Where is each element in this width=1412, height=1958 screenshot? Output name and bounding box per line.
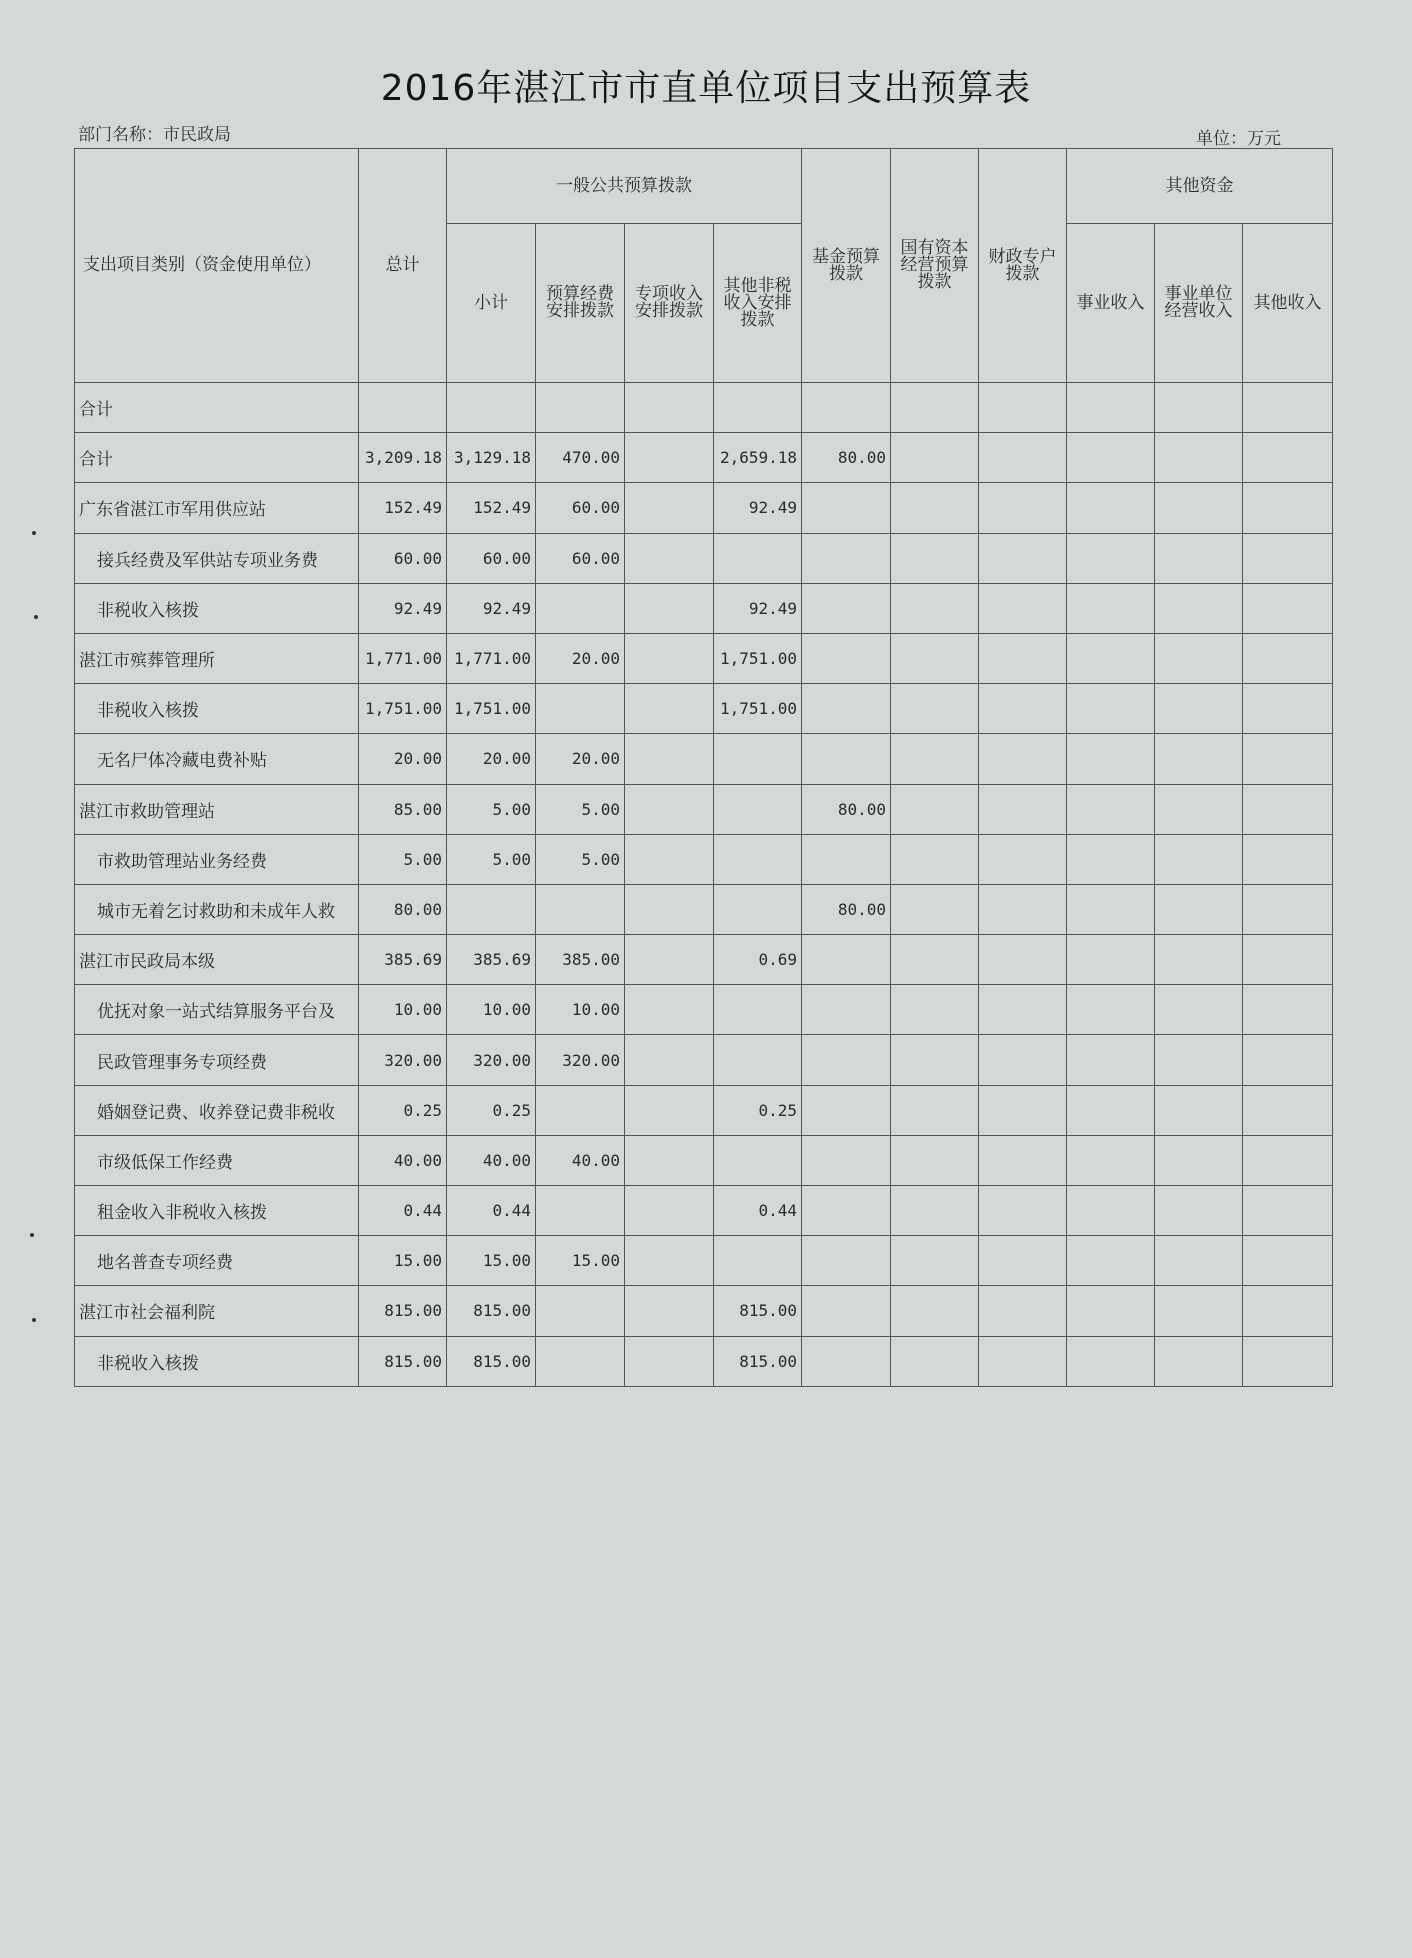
- table-row: [75, 483, 1333, 533]
- table-cell: [625, 383, 714, 433]
- table-cell: [1067, 1035, 1155, 1085]
- header-other-nontax: 其他非税收入安排拨款: [714, 224, 802, 383]
- row-label: 市救助管理站业务经费: [75, 834, 359, 884]
- table-cell: [979, 533, 1067, 583]
- table-cell: [625, 1336, 714, 1386]
- table-cell: 15.00: [536, 1236, 625, 1286]
- table-cell: [714, 734, 802, 784]
- table-cell: [625, 684, 714, 734]
- table-cell: [979, 1286, 1067, 1336]
- table-cell: [625, 433, 714, 483]
- table-cell: [1067, 533, 1155, 583]
- table-cell: [625, 935, 714, 985]
- table-cell: [802, 1286, 891, 1336]
- table-cell: [1243, 1085, 1333, 1135]
- table-cell: [979, 1186, 1067, 1236]
- table-cell: 1,751.00: [714, 633, 802, 683]
- table-cell: [1067, 884, 1155, 934]
- table-cell: 80.00: [359, 884, 447, 934]
- table-cell: [1067, 1336, 1155, 1386]
- table-cell: [1243, 633, 1333, 683]
- table-cell: 92.49: [714, 583, 802, 633]
- table-cell: [714, 834, 802, 884]
- table-cell: [1243, 383, 1333, 433]
- table-cell: [1067, 483, 1155, 533]
- table-cell: 5.00: [359, 834, 447, 884]
- table-cell: 5.00: [536, 784, 625, 834]
- table-cell: 3,129.18: [447, 433, 536, 483]
- table-cell: [891, 734, 979, 784]
- table-body: [75, 383, 1333, 1387]
- header-fund-budget: 基金预算拨款: [802, 149, 891, 383]
- table-cell: 320.00: [447, 1035, 536, 1085]
- row-label: 城市无着乞讨救助和未成年人救: [75, 884, 359, 934]
- table-row: [75, 684, 1333, 734]
- table-cell: [1155, 1186, 1243, 1236]
- row-label: 接兵经费及军供站专项业务费: [75, 533, 359, 583]
- table-cell: [802, 935, 891, 985]
- table-row: [75, 985, 1333, 1035]
- table-cell: 385.69: [359, 935, 447, 985]
- table-cell: [1155, 633, 1243, 683]
- table-cell: 20.00: [536, 734, 625, 784]
- table-cell: [891, 533, 979, 583]
- table-cell: [1243, 684, 1333, 734]
- table-cell: [802, 1085, 891, 1135]
- table-cell: [625, 1135, 714, 1185]
- table-cell: [979, 734, 1067, 784]
- table-cell: [1155, 533, 1243, 583]
- table-cell: 40.00: [359, 1135, 447, 1185]
- margin-mark: [34, 615, 38, 619]
- row-label: 非税收入核拨: [75, 1336, 359, 1386]
- table-cell: [625, 1286, 714, 1336]
- table-cell: [1155, 734, 1243, 784]
- table-row: [75, 734, 1333, 784]
- table-cell: [536, 1085, 625, 1135]
- header-business-operating: 事业单位经营收入: [1155, 224, 1243, 383]
- table-cell: [1067, 383, 1155, 433]
- table-row: [75, 1085, 1333, 1135]
- table-cell: [891, 684, 979, 734]
- table-cell: [1243, 1336, 1333, 1386]
- table-cell: 60.00: [536, 533, 625, 583]
- table-cell: [802, 1035, 891, 1085]
- table-cell: [1243, 784, 1333, 834]
- table-row: [75, 383, 1333, 433]
- table-cell: 3,209.18: [359, 433, 447, 483]
- table-cell: [979, 784, 1067, 834]
- header-other-income: 其他收入: [1243, 224, 1333, 383]
- table-cell: [1155, 935, 1243, 985]
- table-cell: [1155, 834, 1243, 884]
- table-cell: [1243, 834, 1333, 884]
- table-cell: [536, 1186, 625, 1236]
- table-cell: 85.00: [359, 784, 447, 834]
- table-cell: [714, 1035, 802, 1085]
- table-cell: [979, 1085, 1067, 1135]
- margin-mark: [32, 1318, 36, 1322]
- row-label: 非税收入核拨: [75, 583, 359, 633]
- table-row: [75, 1286, 1333, 1336]
- table-cell: 60.00: [536, 483, 625, 533]
- table-cell: 815.00: [359, 1336, 447, 1386]
- table-cell: [714, 1236, 802, 1286]
- table-cell: [625, 1085, 714, 1135]
- table-cell: [714, 533, 802, 583]
- table-cell: 815.00: [714, 1286, 802, 1336]
- table-cell: [979, 583, 1067, 633]
- table-cell: [891, 1186, 979, 1236]
- margin-mark: [30, 1233, 34, 1237]
- table-cell: 10.00: [447, 985, 536, 1035]
- table-cell: 60.00: [359, 533, 447, 583]
- table-cell: 815.00: [447, 1286, 536, 1336]
- table-cell: [1243, 985, 1333, 1035]
- table-cell: 1,771.00: [359, 633, 447, 683]
- header-fiscal-special: 财政专户拨款: [979, 149, 1067, 383]
- table-cell: [979, 1135, 1067, 1185]
- table-cell: [1067, 633, 1155, 683]
- table-cell: 0.25: [359, 1085, 447, 1135]
- table-cell: [891, 985, 979, 1035]
- table-row: [75, 633, 1333, 683]
- table-cell: [979, 1336, 1067, 1386]
- table-cell: 0.44: [714, 1186, 802, 1236]
- table-cell: [979, 985, 1067, 1035]
- table-cell: [1155, 784, 1243, 834]
- table-cell: [802, 1236, 891, 1286]
- table-cell: [1155, 684, 1243, 734]
- table-cell: [802, 633, 891, 683]
- table-cell: [1155, 483, 1243, 533]
- table-cell: [891, 583, 979, 633]
- table-cell: [1155, 985, 1243, 1035]
- table-cell: [1067, 1135, 1155, 1185]
- table-cell: [1067, 1286, 1155, 1336]
- table-cell: [1067, 583, 1155, 633]
- row-label: 合计: [75, 383, 359, 433]
- table-cell: [802, 483, 891, 533]
- table-row: [75, 1186, 1333, 1236]
- header-total: 总计: [359, 149, 447, 383]
- table-cell: [891, 1236, 979, 1286]
- table-cell: [891, 1286, 979, 1336]
- unit-label: 单位：万元: [1196, 129, 1281, 149]
- header-special-income: 专项收入安排拨款: [625, 224, 714, 383]
- table-cell: [802, 383, 891, 433]
- row-label: 民政管理事务专项经费: [75, 1035, 359, 1085]
- table-cell: [1155, 1085, 1243, 1135]
- header-category: 支出项目类别（资金使用单位）: [75, 149, 359, 383]
- table-cell: 0.44: [359, 1186, 447, 1236]
- table-cell: 1,771.00: [447, 633, 536, 683]
- table-cell: [891, 1085, 979, 1135]
- budget-table: [74, 148, 1333, 1387]
- row-label: 无名尸体冷藏电费补贴: [75, 734, 359, 784]
- table-cell: [714, 884, 802, 934]
- table-cell: [891, 633, 979, 683]
- table-cell: [1067, 1186, 1155, 1236]
- table-cell: [1243, 1035, 1333, 1085]
- table-row: [75, 1336, 1333, 1386]
- table-cell: [979, 935, 1067, 985]
- table-cell: [802, 684, 891, 734]
- table-cell: [1067, 684, 1155, 734]
- table-cell: [625, 884, 714, 934]
- table-cell: 815.00: [714, 1336, 802, 1386]
- table-cell: 60.00: [447, 533, 536, 583]
- table-cell: [1243, 1236, 1333, 1286]
- table-row: [75, 1135, 1333, 1185]
- table-cell: [979, 483, 1067, 533]
- table-cell: 20.00: [447, 734, 536, 784]
- table-cell: [1155, 1135, 1243, 1185]
- table-cell: [447, 383, 536, 433]
- table-cell: [625, 1236, 714, 1286]
- table-cell: 0.69: [714, 935, 802, 985]
- row-label: 湛江市社会福利院: [75, 1286, 359, 1336]
- table-row: [75, 935, 1333, 985]
- table-cell: 0.44: [447, 1186, 536, 1236]
- table-cell: [536, 1286, 625, 1336]
- table-cell: 1,751.00: [714, 684, 802, 734]
- table-cell: [714, 784, 802, 834]
- table-cell: [891, 834, 979, 884]
- table-cell: [1243, 884, 1333, 934]
- table-cell: 92.49: [714, 483, 802, 533]
- table-cell: [802, 1186, 891, 1236]
- table-cell: [802, 834, 891, 884]
- row-label: 市级低保工作经费: [75, 1135, 359, 1185]
- table-cell: [714, 1135, 802, 1185]
- table-cell: 5.00: [447, 784, 536, 834]
- table-cell: [536, 583, 625, 633]
- table-cell: [1243, 433, 1333, 483]
- row-label: 湛江市殡葬管理所: [75, 633, 359, 683]
- row-label: 非税收入核拨: [75, 684, 359, 734]
- table-cell: 5.00: [536, 834, 625, 884]
- table-cell: [891, 433, 979, 483]
- table-cell: 470.00: [536, 433, 625, 483]
- table-cell: 815.00: [359, 1286, 447, 1336]
- table-cell: 152.49: [447, 483, 536, 533]
- table-cell: [1067, 985, 1155, 1035]
- table-cell: 1,751.00: [359, 684, 447, 734]
- table-cell: [1155, 583, 1243, 633]
- table-cell: 80.00: [802, 884, 891, 934]
- table-cell: [1067, 1085, 1155, 1135]
- page-title: 2016年湛江市市直单位项目支出预算表: [380, 68, 1032, 109]
- table-cell: [979, 1035, 1067, 1085]
- table-cell: 5.00: [447, 834, 536, 884]
- table-cell: [891, 383, 979, 433]
- table-cell: [625, 1186, 714, 1236]
- table-cell: [625, 583, 714, 633]
- table-cell: [1155, 433, 1243, 483]
- row-label: 租金收入非税收入核拨: [75, 1186, 359, 1236]
- table-cell: [1243, 935, 1333, 985]
- table-cell: [891, 784, 979, 834]
- table-cell: [625, 483, 714, 533]
- table-cell: [1243, 483, 1333, 533]
- table-cell: [625, 633, 714, 683]
- table-cell: [1243, 1135, 1333, 1185]
- table-cell: [1243, 533, 1333, 583]
- table-cell: 1,751.00: [447, 684, 536, 734]
- table-cell: [1067, 433, 1155, 483]
- table-cell: [625, 784, 714, 834]
- table-cell: [625, 533, 714, 583]
- table-row: [75, 533, 1333, 583]
- table-cell: [979, 834, 1067, 884]
- table-cell: [891, 1135, 979, 1185]
- table-cell: 10.00: [359, 985, 447, 1035]
- table-cell: [1243, 583, 1333, 633]
- margin-mark: [32, 531, 36, 535]
- table-cell: [1155, 1035, 1243, 1085]
- table-cell: [891, 1336, 979, 1386]
- table-cell: [1067, 1236, 1155, 1286]
- table-cell: [1067, 734, 1155, 784]
- row-label: 湛江市救助管理站: [75, 784, 359, 834]
- table-cell: [1243, 1286, 1333, 1336]
- table-cell: [979, 633, 1067, 683]
- table-cell: 2,659.18: [714, 433, 802, 483]
- table-cell: [1155, 1236, 1243, 1286]
- header-general-budget: 一般公共预算拨款: [447, 149, 802, 224]
- table-cell: 20.00: [536, 633, 625, 683]
- table-cell: [802, 734, 891, 784]
- table-cell: [536, 383, 625, 433]
- table-cell: 10.00: [536, 985, 625, 1035]
- table-cell: [802, 533, 891, 583]
- table-row: [75, 884, 1333, 934]
- table-cell: [802, 1135, 891, 1185]
- table-cell: [1155, 383, 1243, 433]
- table-cell: [979, 383, 1067, 433]
- table-row: [75, 583, 1333, 633]
- table-cell: [979, 1236, 1067, 1286]
- table-cell: [891, 1035, 979, 1085]
- table-cell: [1155, 1286, 1243, 1336]
- table-cell: [1067, 784, 1155, 834]
- header-state-capital: 国有资本经营预算拨款: [891, 149, 979, 383]
- table-cell: [891, 935, 979, 985]
- table-cell: [536, 1336, 625, 1386]
- table-cell: [802, 1336, 891, 1386]
- table-cell: 15.00: [447, 1236, 536, 1286]
- table-cell: 320.00: [536, 1035, 625, 1085]
- table-cell: 15.00: [359, 1236, 447, 1286]
- table-cell: 815.00: [447, 1336, 536, 1386]
- table-cell: [447, 884, 536, 934]
- table-cell: 80.00: [802, 784, 891, 834]
- table-cell: [714, 985, 802, 1035]
- table-cell: 385.69: [447, 935, 536, 985]
- table-cell: [891, 884, 979, 934]
- header-subtotal: 小计: [447, 224, 536, 383]
- table-row: [75, 1035, 1333, 1085]
- department-label: 部门名称：市民政局: [78, 125, 231, 145]
- row-label: 婚姻登记费、收养登记费非税收: [75, 1085, 359, 1135]
- table-cell: 80.00: [802, 433, 891, 483]
- row-label: 广东省湛江市军用供应站: [75, 483, 359, 533]
- table-cell: [891, 483, 979, 533]
- table-cell: [625, 834, 714, 884]
- table-cell: [802, 985, 891, 1035]
- table-cell: [1155, 1336, 1243, 1386]
- table-row: [75, 433, 1333, 483]
- table-cell: [1243, 734, 1333, 784]
- table-cell: [979, 884, 1067, 934]
- header-other-funds: 其他资金: [1067, 149, 1333, 224]
- table-cell: [625, 1035, 714, 1085]
- row-label: 地名普查专项经费: [75, 1236, 359, 1286]
- table-cell: 152.49: [359, 483, 447, 533]
- table-row: [75, 784, 1333, 834]
- table-cell: [714, 383, 802, 433]
- table-cell: [1067, 834, 1155, 884]
- table-cell: [1155, 884, 1243, 934]
- table-row: [75, 834, 1333, 884]
- table-cell: [979, 433, 1067, 483]
- table-cell: 20.00: [359, 734, 447, 784]
- table-cell: [1243, 1186, 1333, 1236]
- row-label: 优抚对象一站式结算服务平台及: [75, 985, 359, 1035]
- row-label: 合计: [75, 433, 359, 483]
- table-cell: [536, 884, 625, 934]
- table-cell: 0.25: [447, 1085, 536, 1135]
- header-budget-funds: 预算经费安排拨款: [536, 224, 625, 383]
- table-cell: 40.00: [447, 1135, 536, 1185]
- table-cell: 0.25: [714, 1085, 802, 1135]
- table-cell: 92.49: [359, 583, 447, 633]
- table-cell: [625, 734, 714, 784]
- table-cell: [536, 684, 625, 734]
- table-cell: [979, 684, 1067, 734]
- table-cell: [802, 583, 891, 633]
- row-label: 湛江市民政局本级: [75, 935, 359, 985]
- table-cell: 320.00: [359, 1035, 447, 1085]
- table-cell: 40.00: [536, 1135, 625, 1185]
- table-cell: 92.49: [447, 583, 536, 633]
- table-row: [75, 1236, 1333, 1286]
- table-cell: [625, 985, 714, 1035]
- header-business-income: 事业收入: [1067, 224, 1155, 383]
- table-cell: 385.00: [536, 935, 625, 985]
- table-cell: [359, 383, 447, 433]
- table-cell: [1067, 935, 1155, 985]
